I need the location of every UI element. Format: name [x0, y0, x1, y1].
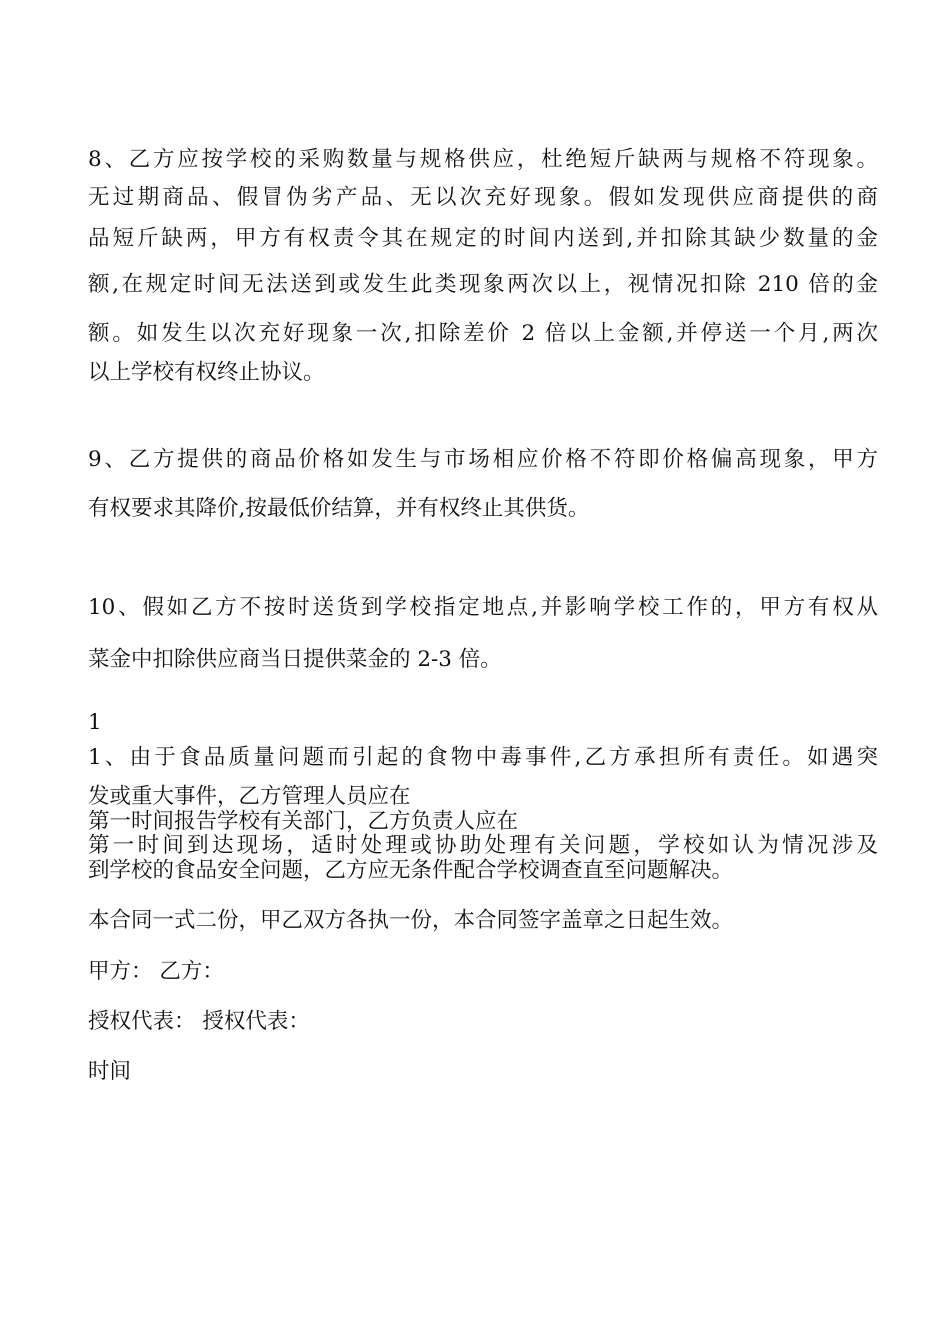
clause-11-line-5: 到学校的食品安全问题，乙方应无条件配合学校调查直至问题解决。 — [88, 858, 734, 883]
clause-8-line-1: 8、乙方应按学校的采购数量与规格供应，杜绝短斤缺两与规格不符现象。 — [88, 147, 878, 172]
time-label: 时间 — [88, 1059, 132, 1084]
clause-8-line-5: 额。如发生以次充好现象一次,扣除差价 2 倍以上金额,并停送一个月,两次 — [88, 321, 878, 346]
contract-closing: 本合同一式二份，甲乙双方各执一份，本合同签字盖章之日起生效。 — [88, 908, 734, 933]
clause-11-line-1: 1、由于食品质量问题而引起的食物中毒事件,乙方承担所有责任。如遇突 — [88, 745, 878, 770]
clause-11-line-3: 第一时间报告学校有关部门，乙方负责人应在 — [88, 809, 519, 834]
clause-9-line-2: 有权要求其降价,按最低价结算，并有权终止其供货。 — [88, 496, 590, 521]
clause-8-line-4: 额,在规定时间无法送到或发生此类现象两次以上，视情况扣除 210 倍的金 — [88, 272, 878, 297]
clause-11-line-4: 第一时间到达现场，适时处理或协助处理有关问题，学校如认为情况涉及 — [88, 833, 878, 858]
clause-9-line-1: 9、乙方提供的商品价格如发生与市场相应价格不符即价格偏高现象，甲方 — [88, 447, 878, 472]
clause-10-line-2: 菜金中扣除供应商当日提供菜金的 2-3 倍。 — [88, 647, 502, 672]
representative-labels: 授权代表： 授权代表： — [88, 1009, 310, 1034]
clause-marker: 1 — [88, 710, 102, 735]
clause-8-line-2: 无过期商品、假冒伪劣产品、无以次充好现象。假如发现供应商提供的商 — [88, 185, 878, 210]
party-labels: 甲方： 乙方： — [88, 959, 224, 984]
clause-8-line-6: 以上学校有权终止协议。 — [88, 360, 325, 385]
clause-8-line-3: 品短斤缺两，甲方有权责令其在规定的时间内送到,并扣除其缺少数量的金 — [88, 226, 878, 251]
clause-10-line-1: 10、假如乙方不按时送货到学校指定地点,并影响学校工作的，甲方有权从 — [88, 595, 878, 620]
clause-11-line-2: 发或重大事件，乙方管理人员应在 — [88, 784, 411, 809]
